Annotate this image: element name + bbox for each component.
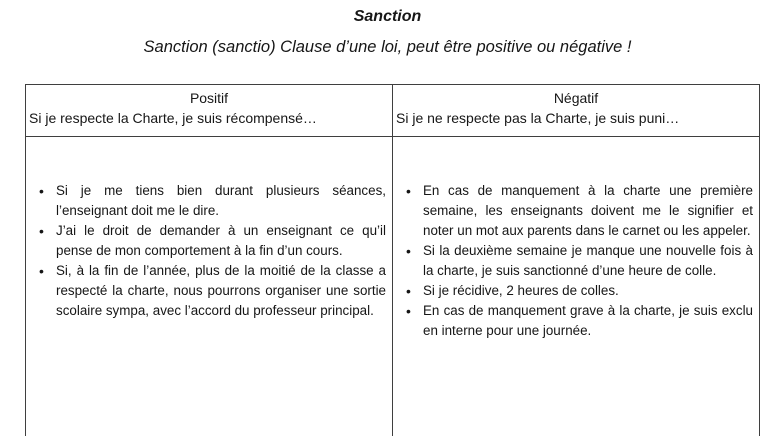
table-header-row	[26, 85, 760, 137]
list-item: • En cas de manquement à la charte une première semaine, les enseignants doivent me le signifier et noter un mot aux parents dans le carnet ou les appeler.	[404, 181, 753, 241]
negatif-header-cell	[393, 85, 760, 137]
list-item: • Si je récidive, 2 heures de colles.	[404, 281, 753, 301]
positif-rules-list	[26, 181, 386, 321]
list-item: • Si je me tiens bien durant plusieurs séances, l’enseignant doit me le dire.	[37, 181, 386, 221]
list-item: • J’ai le droit de demander à un enseignant ce qu’il pense de mon comportement à la fin d’un cours.	[37, 221, 386, 261]
sanction-table	[25, 84, 760, 436]
list-item: • Si la deuxième semaine je manque une nouvelle fois à la charte, je suis sanctionné d’une heure de colle.	[404, 241, 753, 281]
negatif-body-cell	[393, 137, 760, 436]
page-title: Sanction	[353, 8, 422, 25]
positif-column-subtitle: Si je respecte la Charte, je suis récompensé…	[29, 110, 317, 126]
table-body-row	[26, 137, 760, 436]
list-item: • En cas de manquement grave à la charte, je suis exclu en interne pour une journée.	[404, 301, 753, 341]
positif-header-cell	[26, 85, 393, 137]
negatif-column-title: Négatif	[553, 90, 599, 106]
page-subtitle: Sanction (sanctio) Clause d’une loi, peut être positive ou négative !	[143, 38, 632, 56]
negatif-column-subtitle: Si je ne respecte pas la Charte, je suis puni…	[396, 110, 680, 126]
positif-body-cell	[26, 137, 393, 436]
positif-column-title: Positif	[189, 90, 229, 106]
negatif-rules-list	[393, 181, 753, 341]
list-item: • Si, à la fin de l’année, plus de la moitié de la classe a respecté la charte, nous pourrons organiser une sortie scolaire sympa, avec l’accord du professeur principal.	[37, 261, 386, 321]
